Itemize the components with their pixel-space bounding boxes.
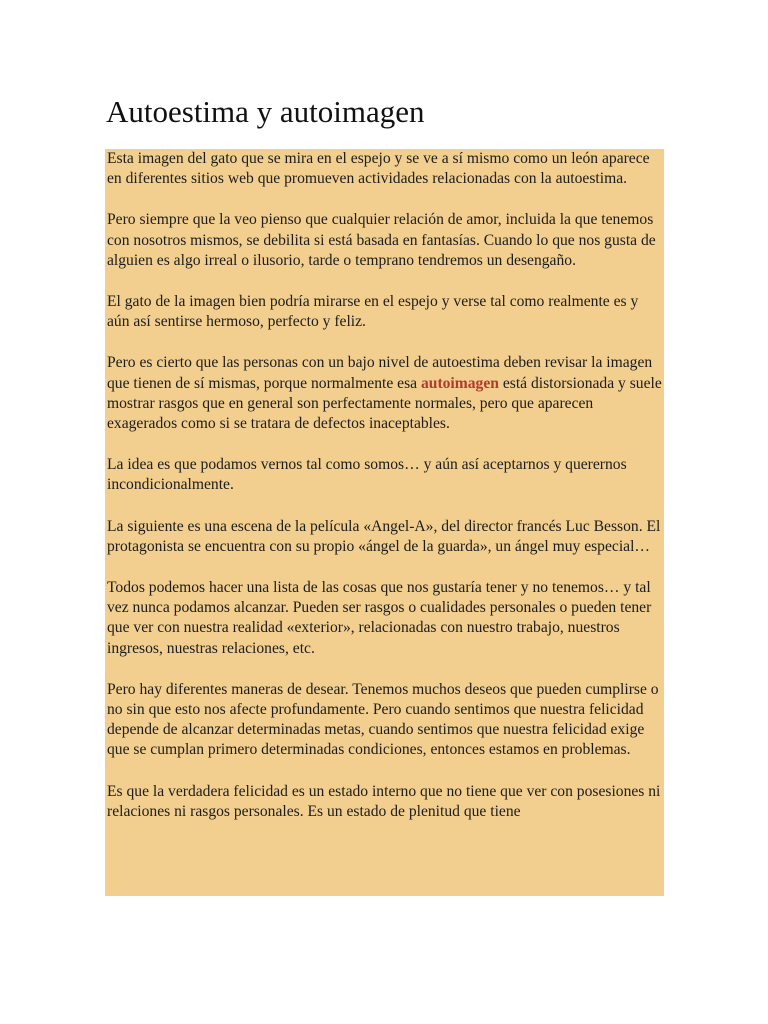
paragraph-4-text-after: está distorsionada y suele mostrar rasgos que en general son perfectamente normales, pero que aparecen exagerados como si se tratara de defectos inaceptables. <box>107 374 662 433</box>
paragraph-7: Todos podemos hacer una lista de las cosas que nos gustaría tener y no tenemos… y tal vez nunca podamos alcanzar. Pueden ser rasgos o cualidades personales o pueden tener que ver con nuestra realidad «exterior», relacionadas con nuestro trabajo, nuestros ingresos, nuestras relaciones, etc. <box>107 579 652 657</box>
page-title: Autoestima y autoimagen <box>106 94 425 129</box>
paragraph-4 <box>107 353 662 434</box>
paragraph-4-text-before: Pero es cierto que las personas con un bajo nivel de autoestima deben revisar la imagen que tienen de sí mismas, porque normalmente esa <box>107 354 653 392</box>
paragraph-list <box>105 149 664 822</box>
paragraph-3: El gato de la imagen bien podría mirarse en el espejo y verse tal como realmente es y aún así sentirse hermoso, perfecto y feliz. <box>107 293 639 331</box>
paragraph-2: Pero siempre que la veo pienso que cualquier relación de amor, incluida la que tenemos con nosotros mismos, se debilita si está basada en fantasías. Cuando lo que nos gusta de alguien es algo irreal o ilusorio, tarde o temprano tendremos un desengaño. <box>107 211 656 269</box>
autoimagen-link[interactable]: autoimagen <box>420 374 499 392</box>
paragraph-8: Pero hay diferentes maneras de desear. Tenemos muchos deseos que pueden cumplirse o no sin que esto nos afecte profundamente. Pero cuando sentimos que nuestra felicidad depende de alcanzar determinadas metas, cuando sentimos que nuestra felicidad exige que se cumplan primero determinadas condiciones, entonces estamos en problemas. <box>107 680 659 759</box>
highlighted-content-block <box>105 149 664 896</box>
paragraph-9: Es que la verdadera felicidad es un estado interno que no tiene que ver con posesiones ni relaciones ni rasgos personales. Es un estado de plenitud que tiene <box>107 782 661 820</box>
paragraph-1: Esta imagen del gato que se mira en el espejo y se ve a sí mismo como un león aparece en diferentes sitios web que promueven actividades relacionadas con la autoestima. <box>107 150 650 188</box>
paragraph-6: La siguiente es una escena de la película «Angel-A», del director francés Luc Besson. El protagonista se encuentra con su propio «ángel de la guarda», un ángel muy especial… <box>107 517 661 555</box>
paragraph-5: La idea es que podamos vernos tal como somos… y aún así aceptarnos y querernos incondicionalmente. <box>107 456 627 494</box>
